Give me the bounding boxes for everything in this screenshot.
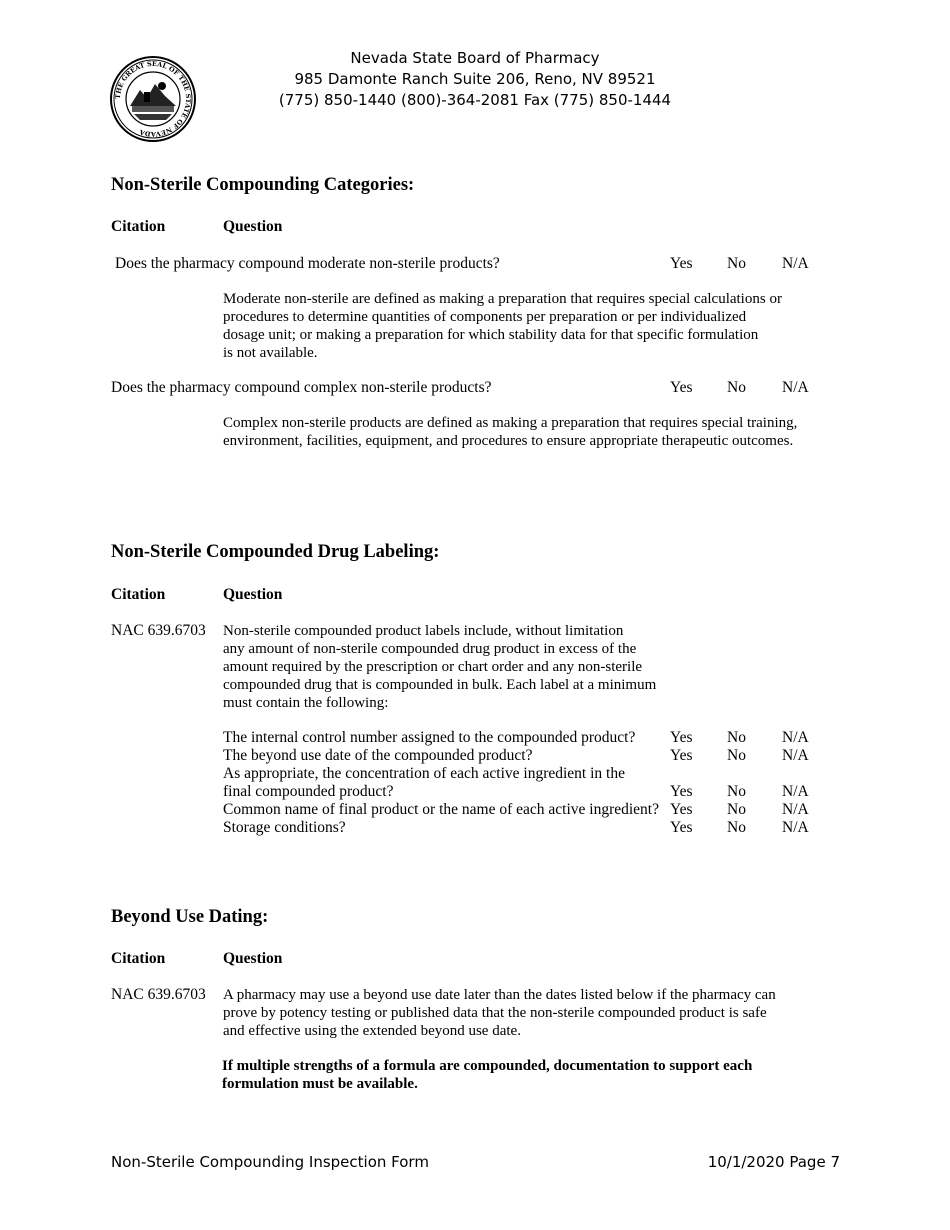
board-name: Nevada State Board of Pharmacy — [350, 49, 600, 67]
documentation-note: If multiple strengths of a formula are compounded, documentation to support each formulation must be available. — [222, 1058, 753, 1092]
question-complex: Does the pharmacy compound complex non-sterile products? — [111, 379, 492, 396]
column-header-citation: Citation — [111, 218, 166, 235]
option-na[interactable]: N/A — [782, 747, 809, 764]
option-na[interactable]: N/A — [782, 379, 809, 396]
column-header-question: Question — [223, 950, 283, 967]
option-yes[interactable]: Yes — [670, 783, 693, 800]
section-title-labeling: Non-Sterile Compounded Drug Labeling: — [111, 542, 440, 562]
beyond-use-text: A pharmacy may use a beyond use date later than the dates listed below if the pharmacy can prove by potency testing or published data that the non-sterile compounded product is safe and effective using the extended beyond use date. — [223, 987, 776, 1039]
question-moderate: Does the pharmacy compound moderate non-sterile products? — [115, 255, 500, 272]
option-no[interactable]: No — [727, 747, 746, 764]
option-no[interactable]: No — [727, 819, 746, 836]
nevada-state-seal-logo — [110, 56, 196, 142]
board-address: 985 Damonte Ranch Suite 206, Reno, NV 89521 — [294, 70, 656, 88]
label-item-storage: Storage conditions? — [223, 819, 346, 836]
column-header-question: Question — [223, 586, 283, 603]
column-header-citation: Citation — [111, 950, 166, 967]
option-no[interactable]: No — [727, 783, 746, 800]
option-no[interactable]: No — [727, 255, 746, 272]
column-header-question: Question — [223, 218, 283, 235]
seal-ring-text: THE GREAT SEAL OF THE STATE OF NEVADA — [113, 59, 193, 139]
section-title-beyond-use-dating: Beyond Use Dating: — [111, 907, 269, 927]
section-title-categories: Non-Sterile Compounding Categories: — [111, 175, 415, 195]
moderate-definition: Moderate non-sterile are defined as making a preparation that requires special calculations or procedures to determine quantities of components per preparation or per individualized dosage unit; or making a preparation for which stability data for that specific formulation is not available. — [223, 291, 782, 361]
label-item-concentration-line1: As appropriate, the concentration of each active ingredient in the — [223, 765, 625, 782]
option-yes[interactable]: Yes — [670, 747, 693, 764]
label-item-common-name: Common name of final product or the name of each active ingredient? — [223, 801, 659, 818]
option-na[interactable]: N/A — [782, 255, 809, 272]
option-yes[interactable]: Yes — [670, 819, 693, 836]
option-yes[interactable]: Yes — [670, 729, 693, 746]
footer-date-page: 10/1/2020 Page 7 — [707, 1153, 840, 1171]
label-item-control-number: The internal control number assigned to the compounded product? — [223, 729, 636, 746]
option-no[interactable]: No — [727, 379, 746, 396]
option-na[interactable]: N/A — [782, 801, 809, 818]
citation-nac-639-6703: NAC 639.6703 — [111, 622, 206, 639]
header-address-block — [260, 48, 690, 111]
complex-definition: Complex non-sterile products are defined as making a preparation that requires special training, environment, facilities, equipment, and procedures to ensure appropriate therapeutic outcomes. — [223, 415, 798, 449]
column-header-citation: Citation — [111, 586, 166, 603]
board-phone-fax: (775) 850-1440 (800)-364-2081 Fax (775) 850-1444 — [278, 91, 672, 109]
option-no[interactable]: No — [727, 801, 746, 818]
option-yes[interactable]: Yes — [670, 379, 693, 396]
option-yes[interactable]: Yes — [670, 255, 693, 272]
option-na[interactable]: N/A — [782, 729, 809, 746]
option-yes[interactable]: Yes — [670, 801, 693, 818]
label-item-beyond-use-date: The beyond use date of the compounded product? — [223, 747, 533, 764]
option-na[interactable]: N/A — [782, 819, 809, 836]
option-no[interactable]: No — [727, 729, 746, 746]
label-item-concentration-line2: final compounded product? — [223, 783, 394, 800]
labeling-intro: Non-sterile compounded product labels include, without limitation any amount of non-sterile compounded drug product in excess of the amount required by the prescription or chart order and any non-sterile compounded drug that is compounded in bulk. Each label at a minimum must contain the following: — [223, 623, 657, 711]
footer-form-name: Non-Sterile Compounding Inspection Form — [111, 1153, 429, 1171]
option-na[interactable]: N/A — [782, 783, 809, 800]
citation-nac-639-6703: NAC 639.6703 — [111, 986, 206, 1003]
